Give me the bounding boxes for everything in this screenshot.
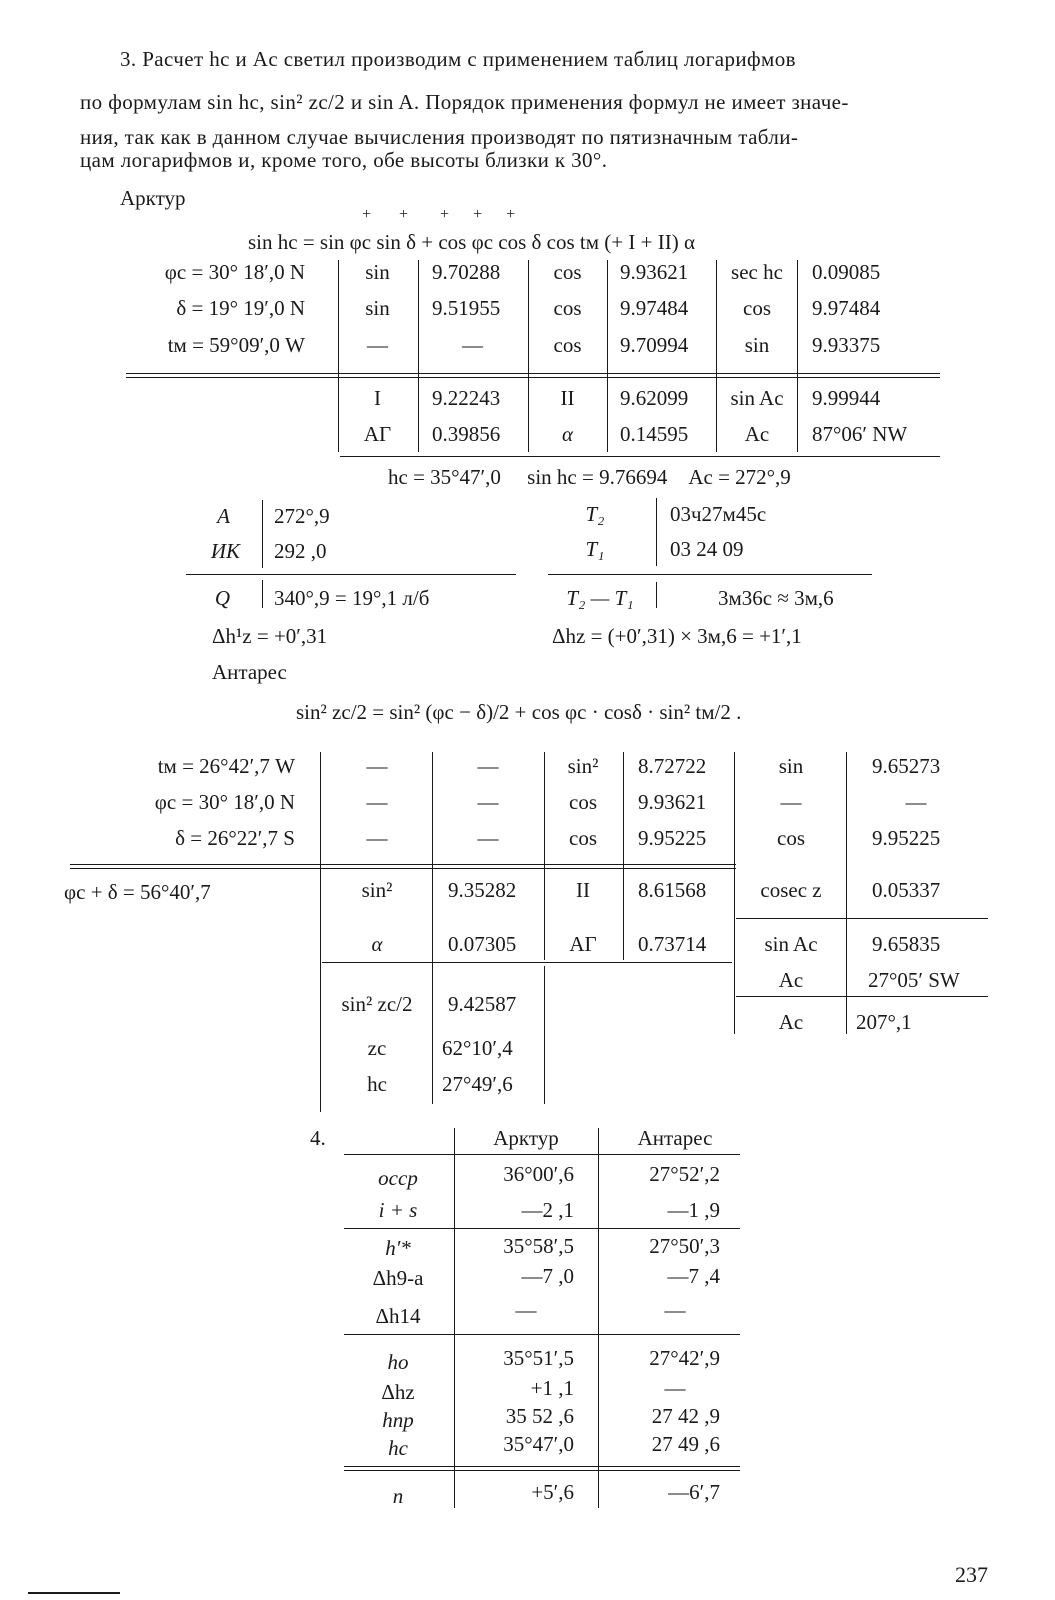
arcturus-result-cell: 9.22243 bbox=[432, 386, 501, 410]
left-block-label: ИК bbox=[210, 539, 240, 563]
table4-cell: —7 ,0 bbox=[521, 1264, 574, 1288]
table-rule bbox=[623, 752, 624, 960]
arcturus-cell: 9.51955 bbox=[432, 296, 501, 320]
page-number: 237 bbox=[955, 1562, 988, 1587]
arcturus-result-cell: Aс bbox=[744, 422, 770, 446]
table4-number: 4. bbox=[310, 1126, 326, 1150]
antares-final-label: zс bbox=[367, 1036, 387, 1060]
table-rule bbox=[418, 260, 419, 452]
table-rule bbox=[454, 1128, 455, 1508]
table4-cell: 27 42 ,9 bbox=[651, 1404, 720, 1428]
intro-paragraph-2 bbox=[80, 91, 1010, 113]
arcturus-title: Арктур bbox=[120, 186, 186, 210]
table4-cell: 35°47′,0 bbox=[503, 1432, 574, 1456]
table-rule bbox=[262, 580, 263, 608]
table-rule bbox=[528, 260, 529, 452]
left-block-label: A bbox=[217, 504, 230, 528]
q-label: Q bbox=[214, 586, 230, 610]
antares-cell: 9.95225 bbox=[872, 826, 941, 850]
table-rule bbox=[734, 752, 735, 1034]
table-rule bbox=[607, 260, 608, 452]
antares-sum-label: φс + δ = 56°40′,7 bbox=[64, 880, 211, 904]
arcturus-cell: — bbox=[367, 333, 388, 357]
divider-line bbox=[126, 373, 940, 374]
table4-cell: —7 ,4 bbox=[667, 1264, 720, 1288]
antares-cell: 8.61568 bbox=[638, 878, 707, 902]
table-rule bbox=[338, 260, 339, 452]
arcturus-cell: — bbox=[462, 333, 483, 357]
antares-cell: cosec z bbox=[760, 878, 822, 902]
table4-cell: 35°51′,5 bbox=[503, 1346, 574, 1370]
divider-line bbox=[344, 1154, 740, 1155]
arcturus-signs: + + + + + bbox=[362, 206, 516, 223]
table4-label: ho bbox=[387, 1350, 409, 1374]
divider-line bbox=[186, 574, 516, 575]
table4-label: n bbox=[392, 1484, 404, 1508]
table4-cell: —2 ,1 bbox=[521, 1198, 574, 1222]
arcturus-cell: sin bbox=[365, 260, 390, 284]
arcturus-cell: cos bbox=[553, 296, 582, 320]
table4-cell: — bbox=[515, 1298, 537, 1322]
arcturus-cell: cos bbox=[553, 333, 582, 357]
arcturus-row-label: tм = 59°09′,0 W bbox=[167, 333, 305, 357]
arcturus-cell: sin bbox=[744, 333, 770, 357]
divider-line bbox=[548, 574, 872, 575]
arcturus-result-cell: 0.14595 bbox=[620, 422, 689, 446]
arcturus-result-cell: 87°06′ NW bbox=[812, 422, 908, 446]
left-block-value: 272°,9 bbox=[274, 504, 330, 528]
table4-label: ocср bbox=[378, 1166, 418, 1190]
table-rule bbox=[262, 500, 263, 568]
arcturus-cell: 9.93375 bbox=[812, 333, 881, 357]
arcturus-cell: cos bbox=[743, 296, 771, 320]
intro-paragraph bbox=[80, 48, 1010, 70]
antares-formula: sin² zс/2 = sin² (φс − δ)/2 + cos φс · cosδ · sin² tм/2 . bbox=[296, 700, 742, 724]
antares-cell: sin bbox=[778, 754, 804, 778]
table4-cell: 35 52 ,6 bbox=[505, 1404, 574, 1428]
divider-line bbox=[344, 1334, 740, 1335]
table4-cell: —6′,7 bbox=[668, 1480, 720, 1504]
table4-cell: 35°58′,5 bbox=[503, 1234, 574, 1258]
table4-cell: —1 ,9 bbox=[667, 1198, 720, 1222]
table4-label: hс bbox=[388, 1436, 408, 1460]
antares-cell: cos bbox=[569, 790, 597, 814]
arcturus-cell: 9.70288 bbox=[432, 260, 501, 284]
arcturus-result-cell: 9.62099 bbox=[620, 386, 689, 410]
table-rule bbox=[797, 260, 798, 452]
antares-final-value: 9.42587 bbox=[448, 992, 517, 1016]
antares-cell: 0.07305 bbox=[448, 932, 517, 956]
antares-title: Антарес bbox=[212, 660, 287, 684]
table-rule bbox=[544, 966, 545, 1104]
table-rule bbox=[598, 1128, 599, 1508]
arcturus-summary: hс = 35°47′,0 sin hс = 9.76694 Aс = 272°,9 bbox=[388, 465, 791, 489]
arcturus-result-cell: 9.99944 bbox=[812, 386, 881, 410]
arcturus-cell: 9.70994 bbox=[620, 333, 689, 357]
antares-cell: 207°,1 bbox=[856, 1010, 912, 1034]
table-rule bbox=[716, 260, 717, 452]
table4-label: Δh14 bbox=[375, 1304, 421, 1328]
divider-line bbox=[70, 868, 736, 869]
table4-cell: 27°50′,3 bbox=[649, 1234, 720, 1258]
table4-label: i + s bbox=[378, 1198, 418, 1222]
antares-cell: sin² bbox=[361, 878, 393, 902]
table4-cell: +1 ,1 bbox=[530, 1376, 574, 1400]
antares-row-label: φс = 30° 18′,0 N bbox=[154, 790, 295, 814]
table4-cell: 36°00′,6 bbox=[503, 1162, 574, 1186]
table-rule bbox=[656, 498, 657, 566]
antares-cell: cos bbox=[777, 826, 805, 850]
divider-line bbox=[736, 918, 988, 919]
antares-row-label: δ = 26°22′,7 S bbox=[175, 826, 295, 850]
antares-cell: — bbox=[366, 790, 388, 814]
right-block-value: 03ч27м45с bbox=[670, 502, 767, 526]
divider-line bbox=[344, 1466, 740, 1467]
divider-line bbox=[736, 996, 988, 997]
antares-final-value: 62°10′,4 bbox=[442, 1036, 513, 1060]
table-rule bbox=[432, 752, 433, 1104]
divider-line bbox=[344, 1470, 740, 1471]
antares-cell: — bbox=[477, 790, 499, 814]
table4-cell: — bbox=[664, 1298, 686, 1322]
antares-cell: 27°05′ SW bbox=[868, 968, 960, 992]
arcturus-cell: sec hс bbox=[731, 260, 783, 284]
arcturus-result-cell: 0.39856 bbox=[432, 422, 501, 446]
arcturus-result-cell: АГ bbox=[363, 422, 392, 446]
t-diff-label: T₂ — T₁ bbox=[566, 586, 634, 610]
antares-cell: 9.93621 bbox=[638, 790, 707, 814]
left-block-value: 292 ,0 bbox=[274, 539, 327, 563]
table4-label: Δh9-a bbox=[372, 1266, 424, 1290]
table4-cell: 27°52′,2 bbox=[649, 1162, 720, 1186]
arcturus-cell: 9.97484 bbox=[812, 296, 881, 320]
antares-final-label: sin² zс/2 bbox=[341, 992, 413, 1016]
table4-header: Арктур bbox=[493, 1126, 559, 1150]
antares-cell: cos bbox=[569, 826, 597, 850]
arcturus-result-cell: II bbox=[560, 386, 575, 410]
antares-final-label: hс bbox=[367, 1072, 387, 1096]
table4-header: Антарес bbox=[637, 1126, 713, 1150]
intro-line-3: ния, так как в данном случае вычисления производят по пятизначным табли- bbox=[80, 125, 799, 149]
divider-line bbox=[70, 864, 736, 865]
t-diff-value: 3м36с ≈ 3м,6 bbox=[718, 586, 834, 610]
arcturus-cell: 9.93621 bbox=[620, 260, 689, 284]
arcturus-cell: 9.97484 bbox=[620, 296, 689, 320]
dhz-formula: Δhz = (+0′,31) × 3м,6 = +1′,1 bbox=[552, 624, 802, 648]
arcturus-cell: sin bbox=[365, 296, 390, 320]
q-value: 340°,9 = 19°,1 л/б bbox=[274, 586, 430, 610]
antares-cell: sin Aс bbox=[764, 932, 818, 956]
arcturus-cell: cos bbox=[553, 260, 582, 284]
antares-cell: — bbox=[477, 826, 499, 850]
antares-cell: Aс bbox=[778, 1010, 804, 1034]
table4-cell: +5′,6 bbox=[531, 1480, 574, 1504]
antares-cell: — bbox=[366, 826, 388, 850]
intro-paragraph-3 bbox=[80, 126, 1010, 148]
table4-cell: 27°42′,9 bbox=[649, 1346, 720, 1370]
divider-line bbox=[322, 962, 732, 963]
antares-cell: 9.65835 bbox=[872, 932, 941, 956]
footer-rule bbox=[28, 1592, 120, 1594]
intro-line-1: 3. Расчет hс и Aс светил производим с применением таблиц логарифмов bbox=[120, 47, 796, 71]
table-rule bbox=[544, 752, 545, 960]
arcturus-row-label: φс = 30° 18′,0 N bbox=[164, 260, 305, 284]
antares-cell: 9.95225 bbox=[638, 826, 707, 850]
divider-line bbox=[344, 1228, 740, 1229]
antares-cell: α bbox=[371, 932, 383, 956]
antares-cell: sin² bbox=[567, 754, 599, 778]
antares-cell: АГ bbox=[569, 932, 597, 956]
right-block-label: T₁ bbox=[585, 537, 605, 561]
antares-cell: 0.73714 bbox=[638, 932, 707, 956]
antares-cell: 9.65273 bbox=[872, 754, 941, 778]
table4-label: hпр bbox=[382, 1408, 414, 1432]
arcturus-row-label: δ = 19° 19′,0 N bbox=[176, 296, 305, 320]
intro-paragraph-4 bbox=[80, 149, 1010, 171]
antares-cell: 8.72722 bbox=[638, 754, 707, 778]
intro-line-2: по формулам sin hс, sin² zс/2 и sin A. Порядок применения формул не имеет значе- bbox=[80, 90, 849, 114]
antares-cell: — bbox=[366, 754, 388, 778]
antares-cell: II bbox=[576, 878, 590, 902]
arcturus-formula: sin hс = sin φс sin δ + cos φс cos δ cos tм (+ I + II) α bbox=[248, 230, 695, 254]
arcturus-cell: 0.09085 bbox=[812, 260, 881, 284]
table-rule bbox=[320, 752, 321, 1112]
antares-cell: — bbox=[905, 790, 927, 814]
arcturus-result-cell: sin Aс bbox=[730, 386, 784, 410]
table4-cell: 27 49 ,6 bbox=[651, 1432, 720, 1456]
arcturus-result-cell: α bbox=[561, 422, 574, 446]
table4-cell: — bbox=[664, 1376, 686, 1400]
antares-cell: — bbox=[477, 754, 499, 778]
divider-line bbox=[340, 456, 940, 457]
antares-cell: Aс bbox=[778, 968, 804, 992]
table-rule bbox=[846, 752, 847, 1034]
antares-cell: 9.35282 bbox=[448, 878, 517, 902]
table-rule bbox=[656, 582, 657, 608]
right-block-label: T₂ bbox=[585, 502, 605, 526]
table4-label: h′* bbox=[385, 1236, 411, 1260]
antares-final-value: 27°49′,6 bbox=[442, 1072, 513, 1096]
antares-cell: 0.05337 bbox=[872, 878, 941, 902]
intro-line-4: цам логарифмов и, кроме того, обе высоты близки к 30°. bbox=[80, 148, 608, 172]
antares-row-label: tм = 26°42′,7 W bbox=[157, 754, 295, 778]
antares-cell: — bbox=[780, 790, 802, 814]
arcturus-result-cell: I bbox=[374, 386, 381, 410]
right-block-value: 03 24 09 bbox=[670, 537, 744, 561]
dh-left: Δh¹z = +0′,31 bbox=[212, 624, 328, 648]
divider-line bbox=[126, 377, 940, 378]
table4-label: Δhz bbox=[381, 1380, 415, 1404]
